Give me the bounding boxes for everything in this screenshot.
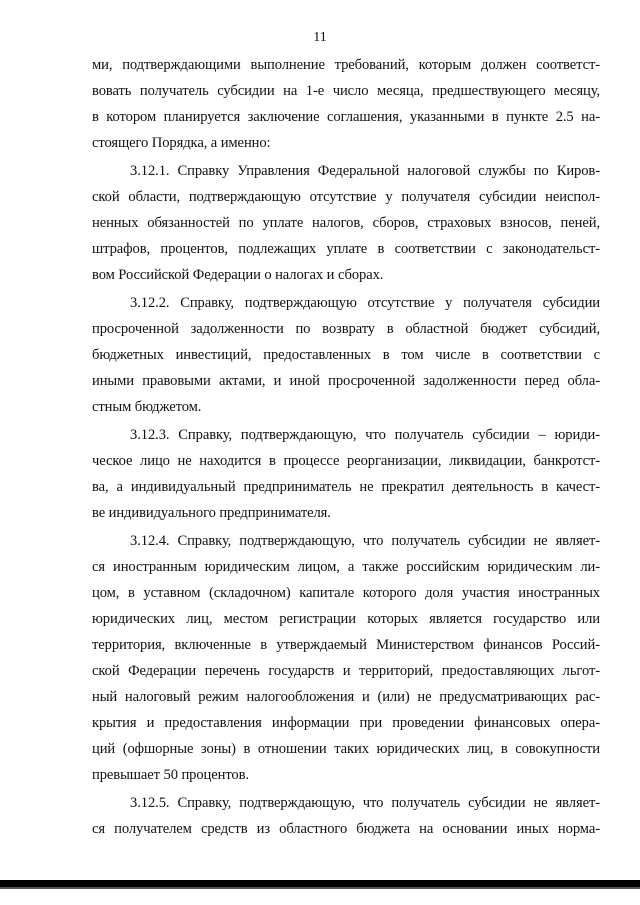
text-line: ный налоговый режим налогообложения и (или) не предусматривающих рас- (92, 689, 600, 705)
paragraph (92, 790, 600, 842)
text-line: ся получателем средств из областного бюджета на основании иных норма- (92, 821, 600, 837)
text-line: иными правовыми актами, и иной просроченной задолженности перед обла- (92, 373, 600, 389)
text-line: ций (офшорные зоны) в отношении таких юридических лиц, в совокупности (92, 741, 600, 757)
paragraph (92, 422, 600, 526)
text-line: цом, в уставном (складочном) капитале которого доля участия иностранных (92, 585, 600, 601)
text-line: просроченной задолженности по возврату в областной бюджет субсидий, (92, 321, 600, 337)
document-body (92, 52, 600, 842)
bottom-border-line (0, 880, 640, 887)
text-line: ся иностранным юридическим лицом, а также российским юридическим ли- (92, 559, 600, 575)
text-line: превышает 50 процентов. (92, 767, 249, 783)
text-line: вом Российской Федерации о налогах и сборах. (92, 267, 384, 283)
text-line: штрафов, процентов, подлежащих уплате в соответствии с законодательст- (92, 241, 600, 257)
text-line: территория, включенные в утверждаемый Министерством финансов Россий- (92, 637, 600, 653)
paragraph (92, 158, 600, 288)
text-line: 3.12.2. Справку, подтверждающую отсутствие у получателя субсидии (130, 295, 600, 311)
text-line: 3.12.3. Справку, подтверждающую, что получатель субсидии – юриди- (130, 427, 600, 443)
text-line: ческое лицо не находится в процессе реорганизации, ликвидации, банкротст- (92, 453, 600, 469)
text-line: бюджетных инвестиций, предоставленных в том числе в соответствии с (92, 347, 600, 363)
bottom-border-shadow (0, 887, 640, 889)
text-line: стным бюджетом. (92, 399, 202, 415)
text-line: ве индивидуального предпринимателя. (92, 505, 331, 521)
page-number: 11 (313, 30, 327, 45)
text-line: 3.12.5. Справку, подтверждающую, что получатель субсидии не являет- (130, 795, 600, 811)
text-line: ской области, подтверждающую отсутствие у получателя субсидии неиспол- (92, 189, 600, 205)
text-line: в котором планируется заключение соглашения, указанными в пункте 2.5 на- (92, 109, 600, 125)
text-line: 3.12.4. Справку, подтверждающую, что получатель субсидии не являет- (130, 533, 600, 549)
text-line: ненных обязанностей по уплате налогов, сборов, страховых взносов, пеней, (92, 215, 600, 231)
paragraph (92, 290, 600, 420)
text-line: юридических лиц, местом регистрации которых является государство или (92, 611, 600, 627)
text-line: вовать получатель субсидии на 1-е число месяца, предшествующего месяцу, (92, 83, 600, 99)
text-line: ми, подтверждающими выполнение требований, которым должен соответст- (92, 57, 600, 73)
paragraph (92, 52, 600, 156)
text-line: 3.12.1. Справку Управления Федеральной налоговой службы по Киров- (130, 163, 600, 179)
text-line: крытия и предоставления информации при проведении финансовых опера- (92, 715, 600, 731)
text-line: стоящего Порядка, а именно: (92, 135, 271, 151)
paragraph (92, 528, 600, 788)
text-line: ской Федерации перечень государств и территорий, предоставляющих льгот- (92, 663, 600, 679)
text-line: ва, а индивидуальный предприниматель не прекратил деятельность в качест- (92, 479, 600, 495)
